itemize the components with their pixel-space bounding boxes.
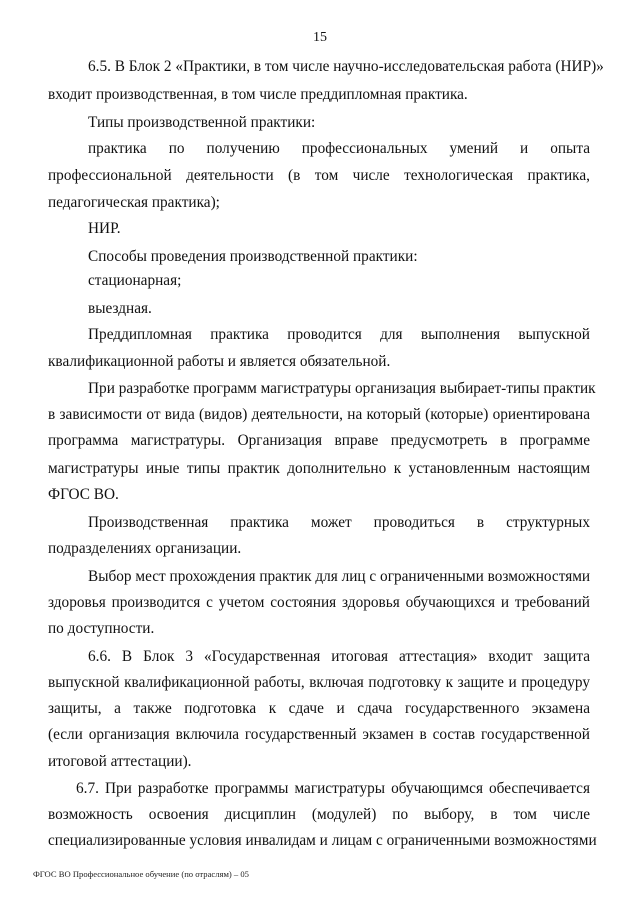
text-line: здоровья производится с учетом состояния здоровья обучающихся и требований (48, 594, 590, 611)
text-line: 6.5. В Блок 2 «Практики, в том числе научно-исследовательская работа (НИР)» (88, 58, 604, 75)
text-line: педагогическая практика); (48, 194, 220, 211)
text-line: по доступности. (48, 620, 155, 637)
text-line: При разработке программ магистратуры организация выбирает-типы практик (88, 380, 596, 397)
text-line: квалификационной работы и является обязательной. (48, 353, 391, 370)
text-line: Выбор мест прохождения практик для лиц с ограниченными возможностями (88, 568, 591, 585)
text-line: Типы производственной практики: (88, 114, 316, 131)
text-line: входит производственная, в том числе преддипломная практика. (48, 86, 468, 103)
page-number: 15 (313, 30, 327, 45)
text-line: магистратуры иные типы практик дополнительно к установленным настоящим (48, 460, 590, 477)
text-line: профессиональной деятельности (в том числе технологическая практика, (48, 167, 590, 184)
text-line: специализированные условия инвалидам и лицам с ограниченными возможностями (48, 832, 597, 849)
text-line: стационарная; (88, 272, 182, 289)
text-line: Преддипломная практика проводится для выполнения выпускной (88, 326, 590, 343)
text-line: подразделениях организации. (48, 540, 242, 557)
text-line: Способы проведения производственной практики: (88, 248, 418, 265)
text-line: итоговой аттестации). (48, 753, 192, 770)
text-line: защиты, а также подготовка к сдаче и сдача государственного экзамена (48, 700, 590, 717)
text-line: практика по получению профессиональных умений и опыта (88, 140, 590, 157)
text-line: 6.6. В Блок 3 «Государственная итоговая аттестация» входит защита (88, 648, 590, 665)
text-line: программа магистратуры. Организация вправе предусмотреть в программе (48, 432, 590, 449)
text-line: в зависимости от вида (видов) деятельности, на который (которые) ориентирована (48, 406, 590, 423)
text-line: ФГОС ВО. (48, 486, 119, 503)
text-line: выездная. (88, 300, 152, 317)
text-line: 6.7. При разработке программы магистратуры обучающимся обеспечивается (76, 780, 590, 797)
text-line: (если организация включила государственный экзамен в состав государственной (48, 726, 590, 743)
text-line: НИР. (88, 220, 121, 237)
page-footer: ФГОС ВО Профессиональное обучение (по отраслям) – 05 (33, 869, 249, 879)
text-line: выпускной квалификационной работы, включая подготовку к защите и процедуру (48, 674, 590, 691)
text-line: возможность освоения дисциплин (модулей) по выбору, в том числе (48, 806, 590, 823)
text-line: Производственная практика может проводиться в структурных (88, 514, 590, 531)
